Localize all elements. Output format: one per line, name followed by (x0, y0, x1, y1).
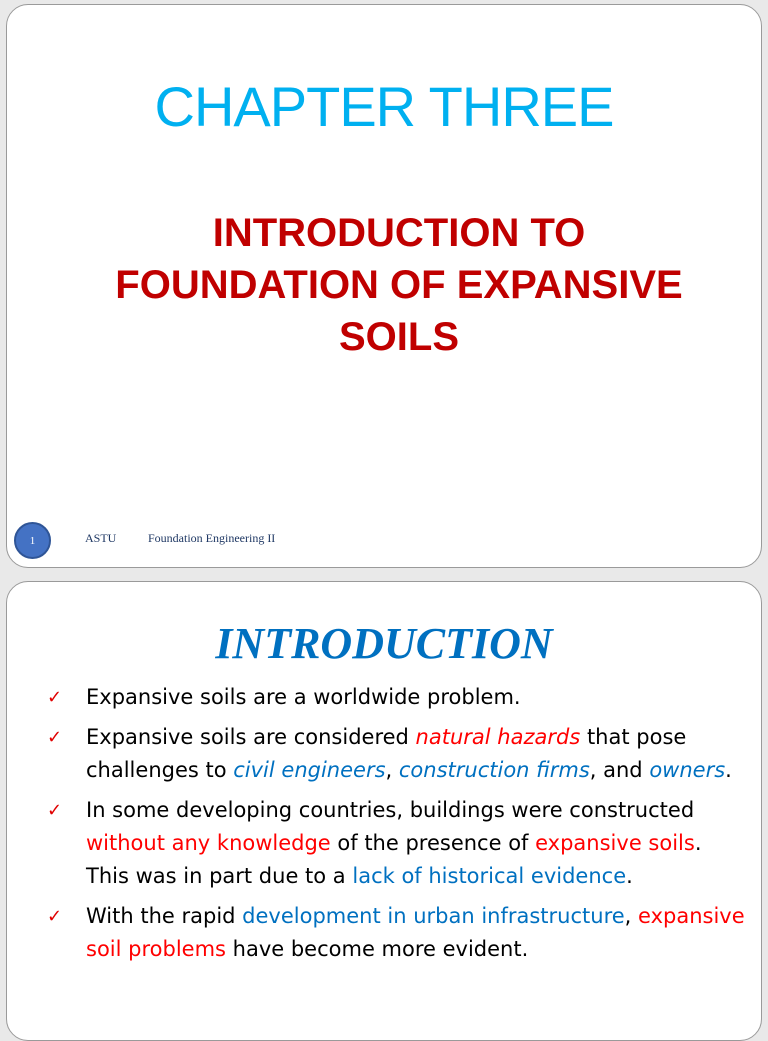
subtitle-line: SOILS (338, 315, 460, 359)
slide-number-badge: 1 (14, 522, 51, 559)
bullet-text: have become more evident. (225, 937, 529, 961)
highlight-text: natural hazards (415, 725, 581, 749)
bullet-item (47, 721, 747, 787)
highlight-text: owners (649, 758, 726, 782)
subtitle-line: INTRODUCTION TO (212, 211, 586, 255)
footer-course-name: Foundation Engineering II (148, 531, 276, 545)
check-mark-icon: ✓ (47, 727, 63, 748)
bullet-item (47, 681, 747, 714)
chapter-subtitle (67, 207, 731, 363)
bullet-item (47, 900, 747, 966)
bullet-text: Expansive soils are considered (86, 725, 416, 749)
highlight-text: expansive soils (535, 831, 695, 855)
slide-2 (6, 581, 762, 1041)
bullet-text: With the rapid (86, 904, 243, 928)
highlight-text: without any knowledge (86, 831, 331, 855)
check-mark-icon: ✓ (47, 800, 63, 821)
check-mark-icon: ✓ (47, 687, 63, 708)
slide-1 (6, 4, 762, 568)
bullet-text: In some developing countries, buildings were constructed (86, 798, 695, 822)
slide-title: INTRODUCTION (215, 619, 553, 668)
bullet-list (47, 681, 747, 973)
check-mark-icon: ✓ (47, 906, 63, 927)
bullet-text: . (725, 758, 732, 782)
bullet-text: , and (589, 758, 650, 782)
highlight-text: development in urban infrastructure (242, 904, 625, 928)
bullet-text: , (385, 758, 399, 782)
bullet-text: . (626, 864, 633, 888)
bullet-text: Expansive soils are a worldwide problem. (86, 685, 521, 709)
bullet-text: . This was in part due to a (86, 831, 702, 888)
highlight-text: expansive soil problems (86, 904, 745, 961)
footer-organization: ASTU (85, 531, 117, 545)
subtitle-line: FOUNDATION OF EXPANSIVE (115, 263, 683, 307)
highlight-text: lack of historical evidence (352, 864, 627, 888)
chapter-title: CHAPTER THREE (154, 75, 614, 138)
bullet-item (47, 794, 747, 893)
bullet-text: , (624, 904, 639, 928)
bullet-text: of the presence of (330, 831, 536, 855)
highlight-text: civil engineers (233, 758, 386, 782)
bullet-text: that pose challenges to (86, 725, 687, 782)
highlight-text: construction firms (398, 758, 590, 782)
